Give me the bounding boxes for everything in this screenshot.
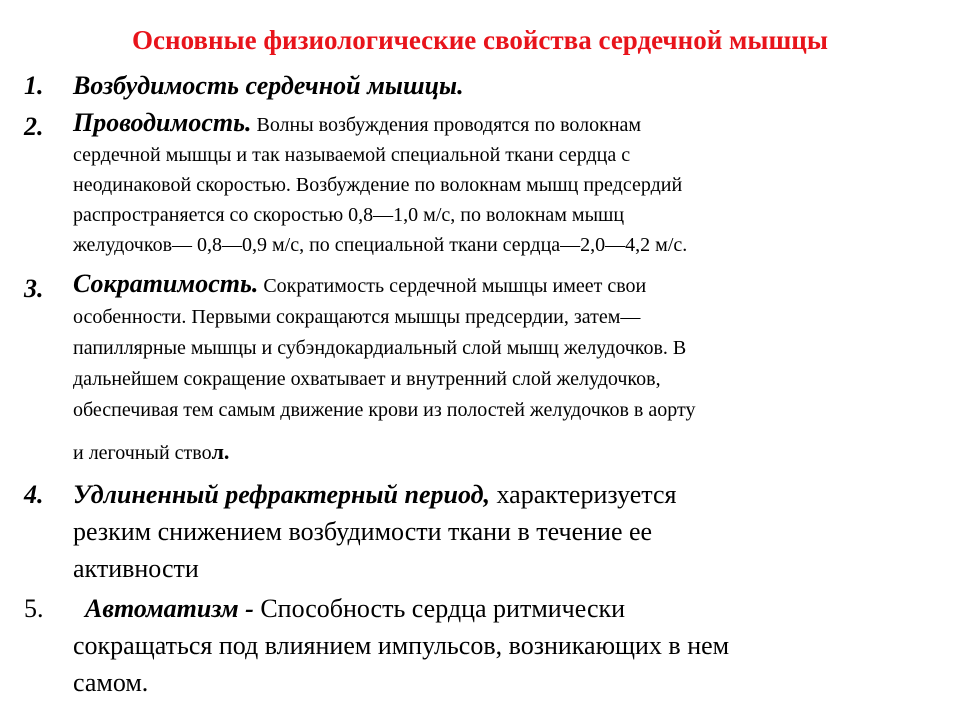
- item-text-line: резким снижением возбудимости ткани в течение ее: [73, 517, 653, 546]
- item-text-line: самом.: [73, 668, 149, 697]
- item-text-line: желудочков— 0,8—0,9 м/с, по специальной ткани сердца—2,0—4,2 м/с.: [73, 234, 688, 256]
- list-number: 2.: [24, 112, 44, 141]
- item-text-line: папиллярные мышцы и субэндокардиальный слой мышц желудочков. В: [73, 337, 687, 359]
- item-first-line: [73, 590, 953, 627]
- item-heading: Возбудимость сердечной мышцы.: [73, 71, 464, 100]
- item-first-line: [73, 108, 953, 140]
- item-text-line: распространяется со скоростью 0,8—1,0 м/с, по волокнам мышц: [73, 204, 625, 226]
- slide-title: Основные физиологические свойства сердечной мышцы: [132, 25, 828, 55]
- list-number: 1.: [24, 71, 44, 100]
- item-text-line: активности: [73, 554, 199, 583]
- item-first-line: [73, 476, 953, 513]
- item-text-line: обеспечивая тем самым движение крови из полостей желудочков в аорту: [73, 399, 696, 421]
- item-text-end: л.: [211, 439, 230, 464]
- item-text-line: неодинаковой скоростью. Возбуждение по волокнам мышц предсердий: [73, 174, 683, 196]
- item-text: характеризуется: [490, 480, 677, 509]
- list-number: 5.: [24, 594, 44, 623]
- item-heading: Проводимость.: [73, 108, 252, 137]
- item-heading: Сократимость.: [73, 269, 259, 298]
- list-number: 3.: [24, 274, 44, 303]
- item-text-line: дальнейшем сокращение охватывает и внутренний слой желудочков,: [73, 368, 661, 390]
- item-first-line: [73, 268, 953, 302]
- item-heading: Удлиненный рефрактерный период,: [73, 480, 491, 509]
- item-text-line: особенности. Первыми сокращаются мышцы предсердии, затем—: [73, 306, 641, 328]
- item-last-line: [73, 436, 953, 469]
- item-text: Волны возбуждения проводятся по волокнам: [251, 114, 642, 136]
- item-text-line: сердечной мышцы и так называемой специальной ткани сердца с: [73, 144, 631, 166]
- item-text-line: сокращаться под влиянием импульсов, возникающих в нем: [73, 631, 730, 660]
- item-text: Сократимость сердечной мышцы имеет свои: [258, 275, 647, 297]
- item-text: и легочный ство: [73, 442, 212, 464]
- item-heading: Автоматизм -: [85, 594, 254, 623]
- item-text: Способность сердца ритмически: [253, 594, 626, 623]
- list-number: 4.: [24, 480, 44, 509]
